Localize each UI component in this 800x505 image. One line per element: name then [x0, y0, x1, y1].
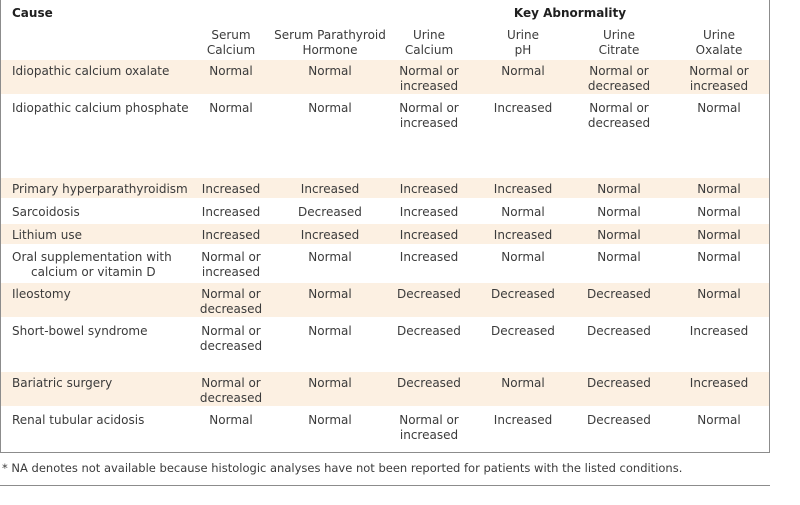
row-cause: Idiopathic calcium phosphate — [12, 101, 189, 115]
table-cell: Normal — [597, 182, 641, 196]
row-cause: Renal tubular acidosis — [12, 413, 145, 427]
table-cell: Normal — [501, 376, 545, 390]
column-header: Urine Citrate — [598, 28, 640, 57]
table-cell: Normal — [697, 287, 741, 301]
table-cell: Normal — [597, 250, 641, 264]
table-cell: Normal — [308, 287, 352, 301]
bottom-rule — [0, 485, 770, 486]
table-cell: Increased — [689, 376, 749, 390]
table-cell: Normal — [697, 182, 741, 196]
table-cell: Normal — [697, 101, 741, 115]
table-cell: Increased — [399, 228, 459, 242]
table-cell: Normal — [501, 205, 545, 219]
table-cell: Increased — [399, 250, 459, 264]
table-cell: Decreased — [397, 324, 461, 338]
table-cell: Normal — [308, 413, 352, 427]
column-header: Urine pH — [506, 28, 540, 57]
table-cell: Decreased — [298, 205, 362, 219]
row-cause: Bariatric surgery — [12, 376, 113, 390]
table-cell: Increased — [399, 205, 459, 219]
row-cause: Sarcoidosis — [12, 205, 80, 219]
table-cell: Normal — [501, 250, 545, 264]
table-cell: Normal — [597, 228, 641, 242]
table-cell: Normal — [597, 205, 641, 219]
key-abnormality-header: Key Abnormality — [513, 6, 627, 20]
column-header: Urine Oxalate — [695, 28, 743, 57]
table-cell: Normal — [209, 64, 253, 78]
table-cell: Normal — [308, 376, 352, 390]
table-cell: Decreased — [397, 287, 461, 301]
table-cell: Normal — [308, 250, 352, 264]
row-cause: Oral supplementation with calcium or vitamin D — [12, 250, 172, 279]
table-cell: Normal or decreased — [587, 64, 651, 93]
row-cause: Lithium use — [12, 228, 83, 242]
table-cell: Normal or decreased — [587, 101, 651, 130]
table-cell: Increased — [493, 413, 553, 427]
row-cause: Idiopathic calcium oxalate — [12, 64, 170, 78]
table-cell: Decreased — [397, 376, 461, 390]
table-cell: Normal or increased — [399, 64, 459, 93]
table-cell: Normal — [697, 413, 741, 427]
row-cause: Ileostomy — [12, 287, 71, 301]
table-cell: Increased — [201, 182, 261, 196]
table-cell: Increased — [300, 228, 360, 242]
table-cell: Decreased — [587, 287, 651, 301]
table-cell: Normal — [501, 64, 545, 78]
table-cell: Increased — [493, 101, 553, 115]
table-cell: Increased — [689, 324, 749, 338]
row-cause: Short-bowel syndrome — [12, 324, 148, 338]
table-cell: Decreased — [587, 376, 651, 390]
table-cell: Decreased — [587, 324, 651, 338]
table-cell: Normal or increased — [689, 64, 749, 93]
column-header: Urine Calcium — [404, 28, 454, 57]
table-cell: Normal — [308, 324, 352, 338]
table-cell: Normal — [209, 413, 253, 427]
table-cell: Normal — [308, 101, 352, 115]
table-cell: Normal — [209, 101, 253, 115]
table-cell: Normal or decreased — [199, 324, 263, 353]
table-cell: Normal or increased — [399, 101, 459, 130]
table-cell: Increased — [493, 182, 553, 196]
table-cell: Decreased — [491, 324, 555, 338]
table-cell: Normal — [697, 250, 741, 264]
table-cell: Increased — [300, 182, 360, 196]
footnote: * NA denotes not available because histologic analyses have not been reported for patients with the listed conditions. — [2, 461, 683, 475]
table-cell: Normal — [697, 228, 741, 242]
table-cell: Decreased — [491, 287, 555, 301]
table-cell: Increased — [201, 228, 261, 242]
cause-column-header: Cause — [12, 6, 53, 20]
column-header: Serum Parathyroid Hormone — [274, 28, 386, 57]
row-cause: Primary hyperparathyroidism — [12, 182, 188, 196]
table-cell: Normal or increased — [201, 250, 261, 279]
table-cell: Normal — [308, 64, 352, 78]
table-cell: Increased — [493, 228, 553, 242]
table-cell: Normal or increased — [399, 413, 459, 442]
table-cell: Normal or decreased — [199, 376, 263, 405]
column-header: Serum Calcium — [206, 28, 256, 57]
table-cell: Normal — [697, 205, 741, 219]
table-cell: Decreased — [587, 413, 651, 427]
table-cell: Increased — [399, 182, 459, 196]
table-cell: Normal or decreased — [199, 287, 263, 316]
table-cell: Increased — [201, 205, 261, 219]
